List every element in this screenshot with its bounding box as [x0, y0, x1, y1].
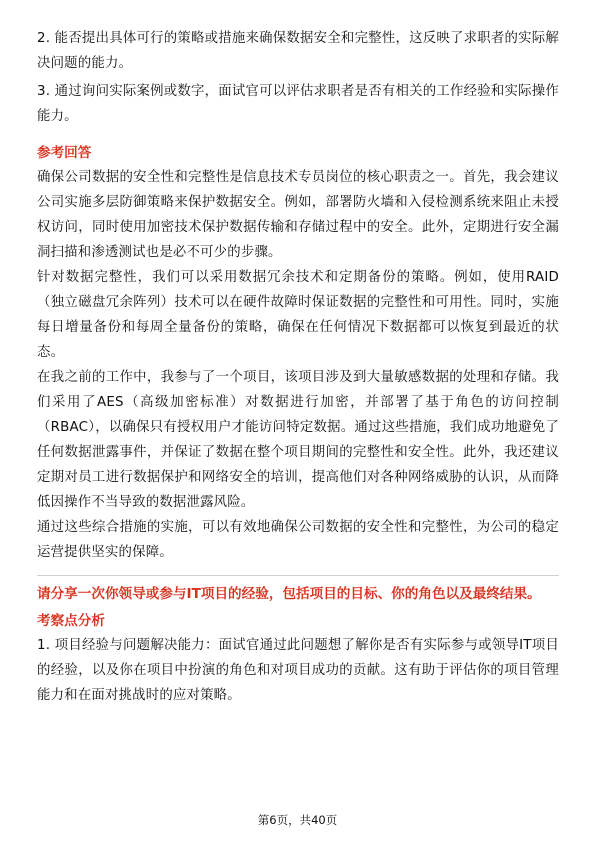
section-divider — [37, 575, 559, 576]
answer-paragraph-4: 通过这些综合措施的实施，可以有效地确保公司数据的安全性和完整性，为公司的稳定运营提供坚实的保障。 — [37, 520, 559, 560]
document-page — [37, 26, 559, 708]
answer-paragraph-3: 在我之前的工作中，我参与了一个项目，该项目涉及到大量敏感数据的处理和存储。我们采用了AES（高级加密标准）对数据进行加密，并部署了基于角色的访问控制（RBAC），以确保只有授权用户才能访问特定数据。通过这些措施，我们成功地避免了任何数据泄露事件，并保证了数据在整个项目期间的完整性和安全性。此外，我还建议定期对员工进行数据保护和网络安全的培训，提高他们对各种网络威胁的认识，从而降低因操作不当导致的数据泄露风险。 — [37, 370, 559, 510]
intro-point-2: 2. 能否提出具体可行的策略或措施来确保数据安全和完整性，这反映了求职者的实际解决问题的能力。 — [37, 31, 559, 71]
analysis-heading: 考察点分析 — [37, 613, 105, 629]
intro-point-3: 3. 通过询问实际案例或数字，面试官可以评估求职者是否有相关的工作经验和实际操作能力。 — [37, 84, 559, 124]
analysis-point-1: 1. 项目经验与问题解决能力：面试官通过此问题想了解你是否有实际参与或领导IT项目的经验，以及你在项目中扮演的角色和对项目成功的贡献。这有助于评估你的项目管理能力和在面对挑战时的应对策略。 — [37, 638, 559, 703]
question-title: 请分享一次你领导或参与IT项目的经验，包括项目的目标、你的角色以及最终结果。 — [37, 586, 541, 602]
page-number: 第6页，共40页 — [257, 813, 338, 827]
answer-paragraph-1: 确保公司数据的安全性和完整性是信息技术专员岗位的核心职责之一。首先，我会建议公司实施多层防御策略来保护数据安全。例如，部署防火墙和入侵检测系统来阻止未授权访问，同时使用加密技术保护数据传输和存储过程中的安全。此外，定期进行安全漏洞扫描和渗透测试也是必不可少的步骤。 — [37, 170, 559, 260]
answer-paragraph-2: 针对数据完整性，我们可以采用数据冗余技术和定期备份的策略。例如，使用RAID（独立磁盘冗余阵列）技术可以在硬件故障时保证数据的完整性和可用性。同时，实施每日增量备份和每周全量备份的策略，确保在任何情况下数据都可以恢复到最近的状态。 — [37, 270, 559, 360]
answer-heading: 参考回答 — [37, 145, 92, 161]
